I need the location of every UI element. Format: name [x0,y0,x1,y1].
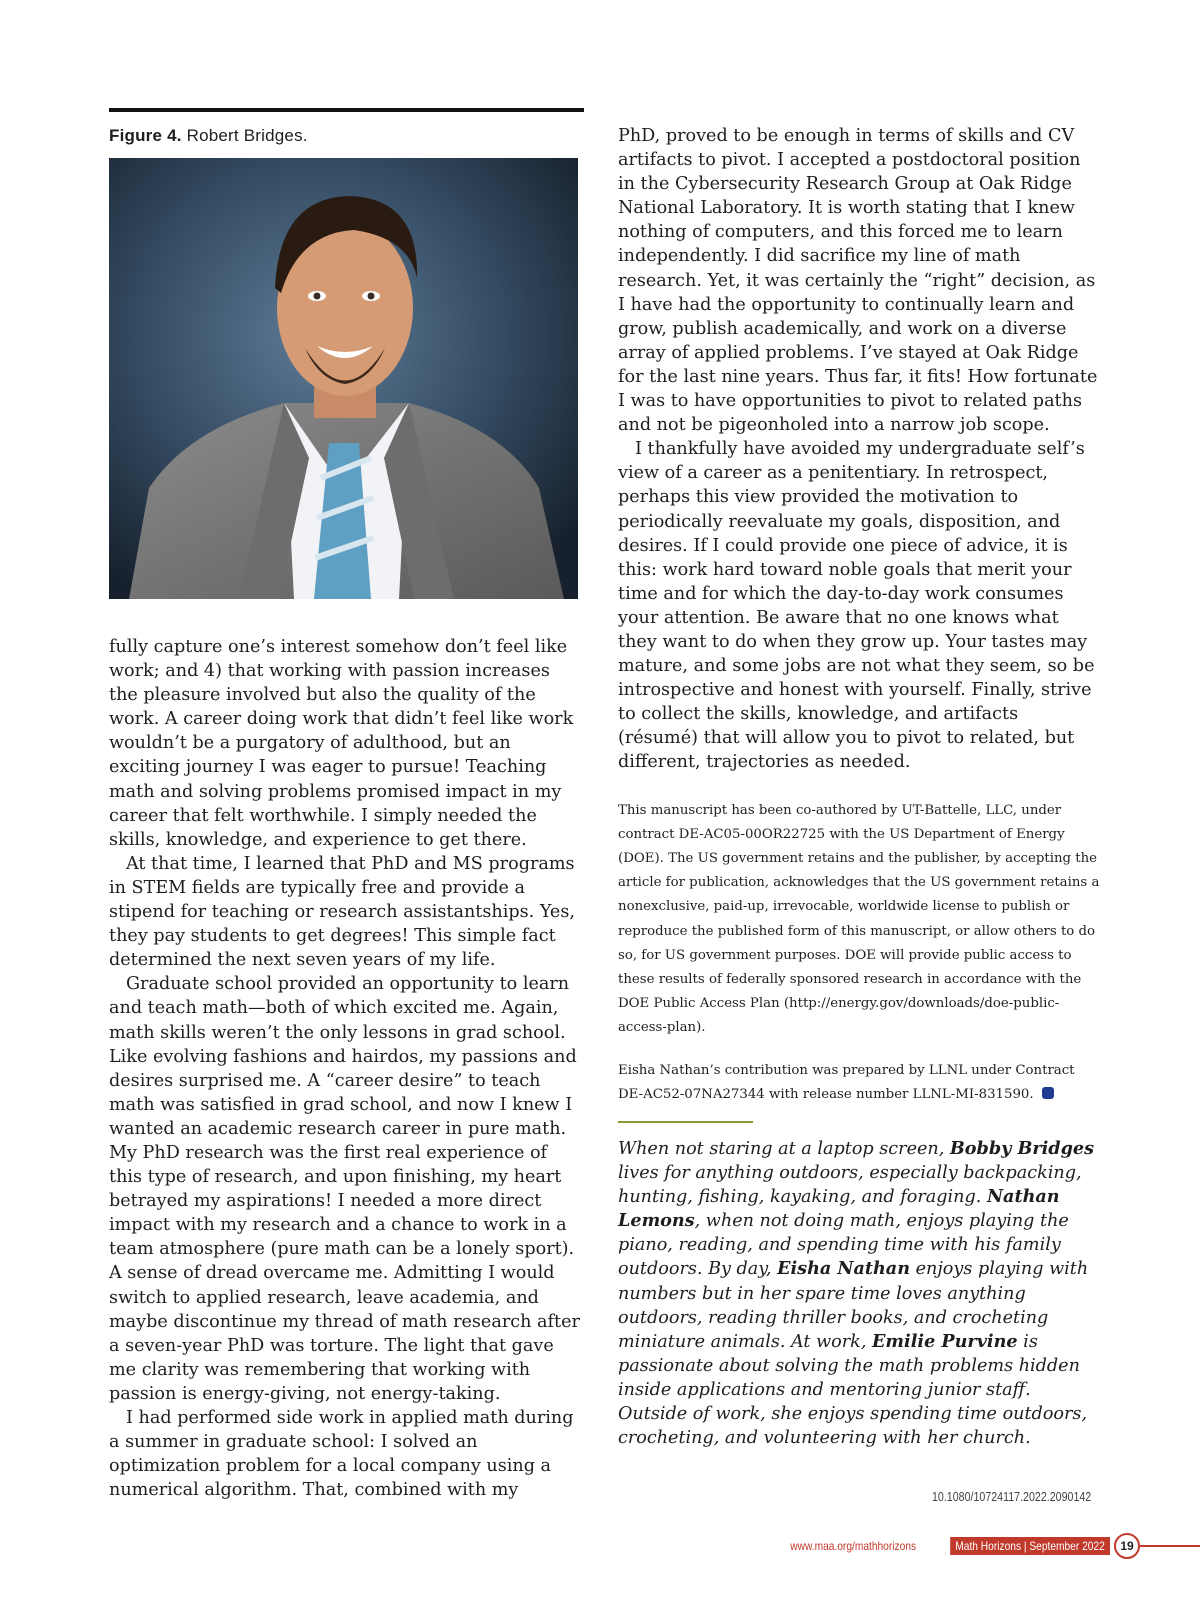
llnl-note [618,1059,1100,1107]
acknowledgements [618,799,1100,1107]
footer-publication: Math Horizons | September 2022 [950,1537,1110,1555]
end-mark-icon [1042,1087,1054,1099]
bio-text: enjoys playing with numbers but in her spare time loves anything outdoors, reading thriller books, and crocheting miniature animals. At work, [618,1259,1089,1352]
right-paragraph: I thankfully have avoided my undergraduate self’s view of a career as a penitentiary. In retrospect, perhaps this view provided the motivation to periodically reevaluate my goals, disposition, and desires. If I could provide one piece of advice, it is this: work hard toward noble goals that merit your time and for which the day-to-day work consumes your attention. Be aware that no one knows what they want to do when they grow up. Your tastes may mature, and some jobs are not what they seem, so be introspective and honest with yourself. Finally, strive to collect the skills, knowledge, and artifacts (résumé) that will allow you to pivot to related, but different, trajectories as needed. [618,439,1095,773]
right-body-text [618,124,1100,775]
author-name: Nathan Lemons [618,1186,1060,1232]
right-paragraph: PhD, proved to be enough in terms of skills and CV artifacts to pivot. I accepted a postdoctoral position in the Cybersecurity Research Group at Oak Ridge National Laboratory. It is worth stating that I knew nothing of computers, and this forced me to learn independently. I did sacrifice my line of math research. Yet, it was certainly the “right” decision, as I have had the opportunity to continually learn and grow, publish academically, and work on a diverse array of applied problems. I’ve stayed at Oak Ridge for the last nine years. Thus far, it fits! How fortunate I was to have opportunities to pivot to related paths and not be pigeonholed into a narrow job scope. [618,126,1098,436]
figure-label: Figure 4. [109,126,182,145]
doi-link[interactable]: 10.1080/10724117.2022.2090142 [931,1489,1091,1504]
bio-text: , when not doing math, enjoys playing the piano, reading, and spending time with his family outdoors. By day, [618,1211,1069,1280]
author-name: Emilie Purvine [872,1330,1018,1352]
figure-caption-text: Robert Bridges. [186,126,308,145]
page-number: 19 [1114,1533,1140,1559]
left-paragraph: Graduate school provided an opportunity to learn and teach math—both of which excited me. Again, math skills weren’t the only lessons in grad school. Like evolving fashions and hairdos, my passions and desires surprised me. A “career desire” to teach math was satisfied in grad school, and now I knew I wanted an academic research career in pure math. My PhD research was the first real experience of this type of research, and upon finishing, my heart betrayed my aspirations! I needed a more direct impact with my research and a chance to work in a team atmosphere (pure math can be a lonely sport). A sense of dread overcame me. Admitting I would switch to applied research, leave academia, and maybe discontinue my thread of math research after a seven-year PhD was torture. The light that gave me clarity was remembering that working with passion is energy-giving, not energy-taking. [109,974,580,1404]
bio-text: When not staring at a laptop screen, [618,1138,950,1159]
right-column [618,124,1100,1450]
figure-caption [109,126,584,146]
bio-text: is passionate about solving the math problems hidden inside applications and mentoring junior staff. Outside of work, she enjoys spending time outdoors, crocheting, and volunteering with her church. [618,1331,1088,1449]
left-column [109,108,584,1502]
bio-text: lives for anything outdoors, especially backpacking, hunting, fishing, kayaking, and foraging. [618,1163,1082,1208]
manuscript-note: This manuscript has been co-authored by UT-Battelle, LLC, under contract DE-AC05-00OR22725 with the US Department of Energy (DOE). The US government retains and the publisher, by accepting the article for publication, acknowledges that the US government retains a nonexclusive, paid-up, irrevocable, worldwide license to publish or reproduce the published form of this manuscript, or allow others to do so, for US government purposes. DOE will provide public access to these results of federally sponsored research in accordance with the DOE Public Access Plan (http://energy.gov/downloads/doe-public-access-plan). [618,802,1100,1036]
bio-divider [618,1121,753,1123]
page-footer [768,1533,1140,1559]
left-paragraph: fully capture one’s interest somehow don’t feel like work; and 4) that working with passion increases the pleasure involved but also the quality of the work. A career doing work that didn’t feel like work wouldn’t be a purgatory of adulthood, but an exciting journey I was eager to pursue! Teaching math and solving problems promised impact in my career that felt worthwhile. I simply needed the skills, knowledge, and experience to get there. [109,637,574,850]
footer-url[interactable]: www.maa.org/mathhorizons [790,1539,917,1553]
left-paragraph: At that time, I learned that PhD and MS programs in STEM fields are typically free and provide a stipend for teaching or research assistantships. Yes, they pay students to get degrees! This simple fact determined the next seven years of my life. [109,853,575,971]
llnl-note-text: Eisha Nathan’s contribution was prepared by LLNL under Contract DE-AC52-07NA27344 with release number LLNL-MI-831590. [618,1062,1075,1102]
left-paragraph: I had performed side work in applied math during a summer in graduate school: I solved an optimization problem for a local company using a numerical algorithm. That, combined with my [109,1408,574,1501]
author-bios [618,1137,1100,1450]
portrait-illustration [109,158,578,599]
portrait-photo [109,158,578,599]
figure-top-rule [109,108,584,112]
author-name: Bobby Bridges [949,1137,1095,1159]
left-body-text [109,635,584,1502]
author-name: Eisha Nathan [777,1258,910,1280]
